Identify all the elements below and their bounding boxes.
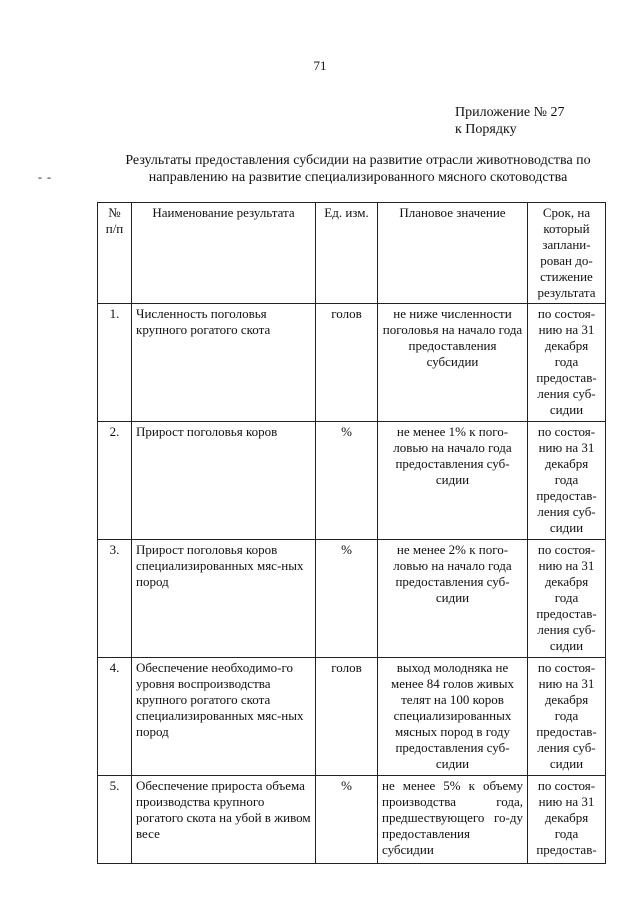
header-plan: Плановое значение	[378, 203, 528, 304]
page-number: 71	[313, 58, 327, 73]
header-unit: Ед. изм.	[316, 203, 378, 304]
header-name: Наименование результата	[132, 203, 316, 304]
row-4-num: 4.	[98, 658, 132, 776]
row-3-plan: не менее 2% к пого-ловью на начало года предоставления суб-сидии	[378, 540, 528, 658]
table-row	[98, 776, 606, 864]
table-row	[98, 304, 606, 422]
row-2-name: Прирост поголовья коров	[132, 422, 316, 540]
row-5-name: Обеспечение прироста объема производства крупного рогатого скота на убой в живом весе	[132, 776, 316, 864]
margin-mark: - -	[38, 170, 52, 184]
row-2-term: по состоя-нию на 31 декабря года предостав-ления суб-сидии	[528, 422, 606, 540]
row-3-term: по состоя-нию на 31 декабря года предостав-ления суб-сидии	[528, 540, 606, 658]
row-1-name: Численность поголовья крупного рогатого скота	[132, 304, 316, 422]
row-4-plan: выход молодняка не менее 84 голов живых телят на 100 коров специализированных мясных пород в году предоставления суб-сидии	[378, 658, 528, 776]
document-title: Результаты предоставления субсидии на развитие отрасли животноводства по направлению на развитие специализированного мясного скотоводства	[125, 153, 591, 185]
row-3-num: 3.	[98, 540, 132, 658]
table-header-row	[98, 203, 606, 304]
row-2-unit: %	[316, 422, 378, 540]
row-5-plan: не менее 5% к объему производства года, предшествующего го-ду предоставления субсидии	[378, 776, 528, 864]
header-term: Срок, на который заплани-рован до-стижение результата	[528, 203, 606, 304]
row-5-term: по состоя-нию на 31 декабря года предостав-	[528, 776, 606, 864]
appendix-reference	[455, 104, 565, 138]
row-3-unit: %	[316, 540, 378, 658]
header-num: № п/п	[98, 203, 132, 304]
appendix-line-1: Приложение № 27	[455, 105, 565, 120]
row-4-unit: голов	[316, 658, 378, 776]
row-3-name: Прирост поголовья коров специализированных мяс-ных пород	[132, 540, 316, 658]
row-4-name: Обеспечение необходимо-го уровня воспроизводства крупного рогатого скота специализированных мяс-ных пород	[132, 658, 316, 776]
row-1-term: по состоя-нию на 31 декабря года предостав-ления суб-сидии	[528, 304, 606, 422]
table-row	[98, 422, 606, 540]
table-row	[98, 658, 606, 776]
row-2-num: 2.	[98, 422, 132, 540]
row-1-num: 1.	[98, 304, 132, 422]
row-1-unit: голов	[316, 304, 378, 422]
row-4-term: по состоя-нию на 31 декабря года предостав-ления суб-сидии	[528, 658, 606, 776]
row-2-plan: не менее 1% к пого-ловью на начало года предоставления суб-сидии	[378, 422, 528, 540]
row-5-unit: %	[316, 776, 378, 864]
row-1-plan: не ниже численности поголовья на начало года предоставления субсидии	[378, 304, 528, 422]
table-row	[98, 540, 606, 658]
results-table	[97, 202, 606, 864]
appendix-line-2: к Порядку	[455, 122, 517, 137]
row-5-num: 5.	[98, 776, 132, 864]
